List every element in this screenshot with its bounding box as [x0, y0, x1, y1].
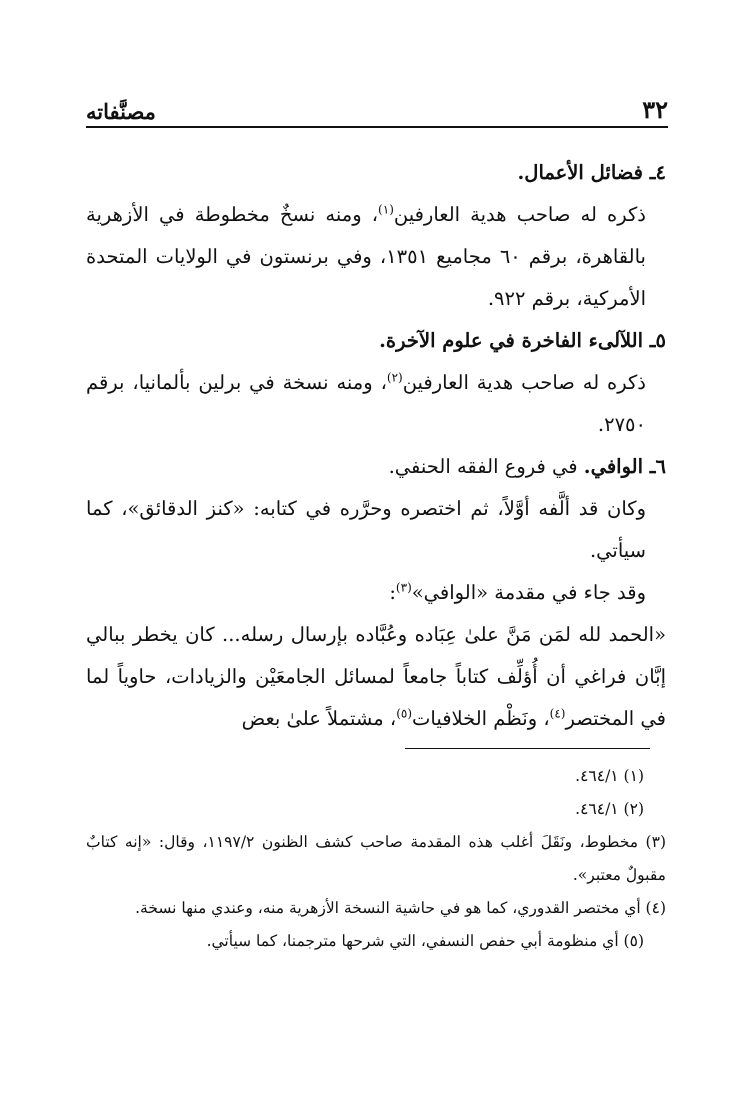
section-heading-4: ٤ـ فضائل الأعمال. — [517, 161, 666, 184]
footnote-ref-4[interactable]: (٤) — [549, 706, 566, 721]
footnotes — [86, 760, 666, 958]
text-run: : — [389, 581, 396, 604]
running-title: مصنَّفاته — [86, 99, 156, 124]
text-run: «الحمد لله لمَن مَنَّ علىٰ عِبَاده وعُبَّاده بإرسال رسله... كان يخطر ببالي إبَّان فراغي أن أُؤلِّف كتاباً جامعاً لمسائل الجامعَيْن والزيادات، حاوياً لما في المختصر — [86, 623, 666, 730]
main-text — [86, 152, 666, 740]
text-run: ذكره له صاحب هدية العارفين — [402, 371, 646, 394]
page-number: ٣٢ — [642, 95, 668, 124]
footnote-ref-1[interactable]: (١) — [378, 202, 394, 217]
text-run: ، ومنه نسخة في برلين بألمانيا، برقم ٢٧٥٠. — [86, 371, 646, 436]
footnote-1: (١) ٤٦٤/١. — [575, 767, 644, 785]
section-6-paragraph-1: وكان قد ألَّفه أوَّلاً، ثم اختصره وحرَّره في كتابه: «كنز الدقائق»، كما سيأتي. — [86, 497, 646, 562]
running-header — [86, 86, 668, 122]
section-6-quote — [86, 614, 666, 740]
text-run: ، ونَظْم الخلافيات — [412, 707, 550, 730]
section-6-paragraph-2 — [86, 572, 666, 614]
section-5-paragraph — [86, 362, 666, 446]
footnote-ref-3[interactable]: (٣) — [395, 580, 412, 595]
footnote-ref-5[interactable]: (٥) — [396, 706, 413, 721]
text-run: وقد جاء في مقدمة «الوافي» — [411, 581, 646, 604]
section-4-paragraph — [86, 194, 666, 320]
footnote-2: (٢) ٤٦٤/١. — [575, 800, 644, 818]
footnote-separator — [405, 748, 650, 749]
footnote-3: (٣) مخطوط، ونَقَلَ أغلب هذه المقدمة صاحب كشف الظنون ١١٩٧/٢، وقال: «إنه كتابٌ مقبولٌ معتبر». — [86, 833, 666, 884]
section-heading-5: ٥ـ اللآلىء الفاخرة في علوم الآخرة. — [379, 329, 666, 352]
text-run: ، مشتملاً علىٰ بعض — [241, 707, 397, 730]
text-run: ذكره له صاحب هدية العارفين — [393, 203, 646, 226]
section-6-title: ٦ـ الوافي. — [583, 455, 666, 478]
footnote-ref-2[interactable]: (٢) — [386, 370, 403, 385]
header-rule — [86, 126, 668, 128]
text-run: ، ومنه نسخٌ مخطوطة في الأزهرية بالقاهرة، برقم ٦٠ مجاميع ١٣٥١، وفي برنستون في الولايات المتحدة الأمركية، برقم ٩٢٢. — [86, 203, 646, 310]
section-6-subtitle: في فروع الفقه الحنفي. — [388, 455, 584, 478]
section-heading-6 — [86, 446, 666, 488]
footnote-5: (٥) أي منظومة أبي حفص النسفي، التي شرحها مترجمنا، كما سيأتي. — [206, 932, 644, 950]
footnote-4: (٤) أي مختصر القدوري، كما هو في حاشية النسخة الأزهرية منه، وعندي منها نسخة. — [135, 899, 666, 917]
